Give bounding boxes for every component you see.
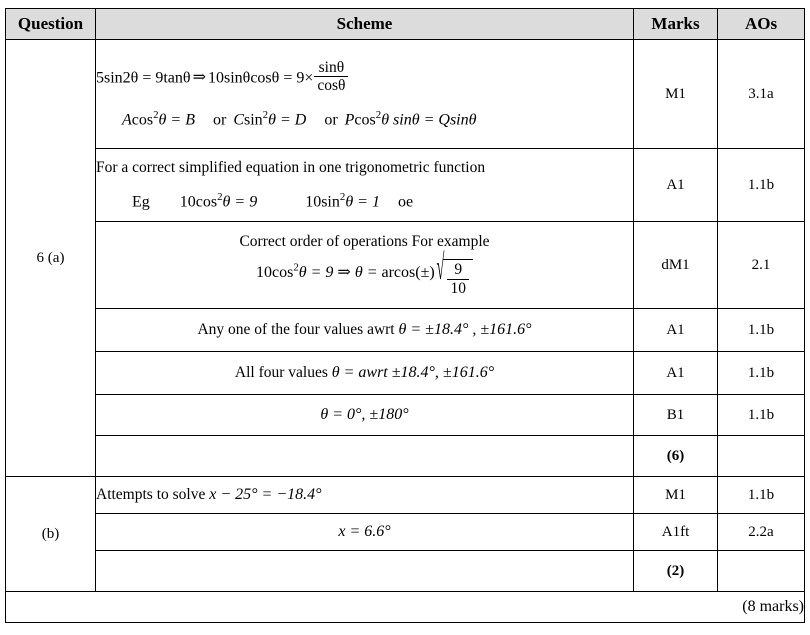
r1-trig-3: cos [354,111,376,129]
r3-radicand [443,259,473,297]
r2-eq1-trig: cos [195,193,218,211]
scheme-cell-r4 [96,309,634,352]
r1-const-b: B [185,111,195,129]
header-question: Question [6,9,96,40]
scheme-r5-text: All four values [234,364,332,381]
r1-trig-1: cos [131,111,154,129]
r1-const-a: A [122,111,132,129]
table-row [6,395,805,436]
scheme-cell-r2 [96,149,634,222]
marks-cell-r5: A1 [634,352,718,395]
table-header-row [6,9,805,40]
table-row [6,514,805,551]
r3-plusminus: (±) [415,263,435,281]
r2-eg-label: Eg [132,193,150,211]
scheme-r6-value: θ = 0°, ±180° [320,406,409,423]
r1-or-1: or [212,111,227,129]
r3-pow: 2 [293,261,299,274]
r2-eq1-pow: 2 [217,190,223,203]
r1-frac-denominator: cosθ [314,76,348,94]
table-row-subtotal-b [6,551,805,592]
r1-pow-2: 2 [262,108,269,121]
r1-const-q: Q [438,111,450,129]
aos-cell-r1: 3.1a [718,40,805,149]
r1-pow-1: 2 [153,108,159,121]
scheme-r1-line1 [96,59,633,95]
scheme-r4-value: θ = ±18.4° , ±161.6° [398,321,532,338]
header-scheme: Scheme [96,9,634,40]
scheme-cell-r8 [96,477,634,514]
r2-oe: oe [397,193,414,211]
table-row-total [6,592,805,623]
aos-cell-r2: 1.1b [718,149,805,222]
scheme-r8-text: Attempts to solve [96,486,210,503]
table-row [6,352,805,395]
r2-eq2-tail: θ = 1 [345,193,380,211]
scheme-cell-r10-empty [96,551,634,592]
scheme-cell-r6 [96,395,634,436]
aos-cell-r5: 1.1b [718,352,805,395]
mark-scheme-table [5,8,805,623]
aos-cell-r10-empty [718,551,805,592]
marks-cell-r9: A1ft [634,514,718,551]
scheme-r3-equation [96,249,633,297]
aos-cell-r3: 2.1 [718,222,805,309]
table-row [6,477,805,514]
scheme-cell-r1 [96,40,634,149]
r3-sqrt [436,249,473,297]
r3-fraction [447,261,469,297]
scheme-cell-r3 [96,222,634,309]
marks-subtotal-a: (6) [634,436,718,477]
question-label-6b: (b) [6,477,96,592]
marks-cell-r1: M1 [634,40,718,149]
r3-frac-numerator: 9 [454,261,463,279]
scheme-r4-text: Any one of the four values awrt [197,321,399,338]
r2-eq2-pow: 2 [339,190,346,203]
r1-tail-3: sinθ [449,111,477,129]
r1-trig-2: sin [243,111,263,129]
r1-rhs: 10sinθcosθ = 9× [207,69,314,87]
r1-fraction [314,59,348,95]
aos-cell-r9: 2.2a [718,514,805,551]
aos-cell-r6: 1.1b [718,395,805,436]
aos-cell-r8: 1.1b [718,477,805,514]
marks-cell-r4: A1 [634,309,718,352]
aos-cell-r7-empty [718,436,805,477]
question-label-6a: 6 (a) [6,40,96,477]
marks-subtotal-b: (2) [634,551,718,592]
r1-const-d: D [294,111,307,129]
header-marks: Marks [634,9,718,40]
table-row [6,40,805,149]
r1-var-3: θ sinθ = [381,111,439,129]
scheme-r9-value: x = 6.6° [338,523,391,540]
marks-cell-r3: dM1 [634,222,718,309]
r3-coef: 10 [256,263,272,281]
marks-cell-r8: M1 [634,477,718,514]
marks-cell-r2: A1 [634,149,718,222]
r1-var-1: θ = [158,111,186,129]
r2-eq2-coef: 10 [305,193,322,211]
marks-cell-r6: B1 [634,395,718,436]
r3-arcos: arcos [381,263,416,281]
table-row [6,222,805,309]
r3-mid: θ = 9 ⇒ θ = [298,263,382,281]
scheme-r3-text: Correct order of operations For example [239,233,490,251]
scheme-r5-value: θ = awrt ±18.4°, ±161.6° [331,364,495,381]
table-row [6,149,805,222]
scheme-cell-r7-empty [96,436,634,477]
scheme-r2-examples [96,191,633,211]
r1-const-c: C [233,111,244,129]
scheme-r2-text: For a correct simplified equation in one trigonometric function [96,158,486,176]
r1-implies: ⇒ [192,69,206,87]
r2-eq1-coef: 10 [179,193,196,211]
scheme-r1-line2 [96,109,633,129]
scheme-cell-r5 [96,352,634,395]
header-aos: AOs [718,9,805,40]
r1-or-2: or [324,111,338,129]
r3-frac-denominator: 10 [447,279,469,297]
r1-lhs: 5sin2θ = 9tanθ [96,69,191,87]
scheme-r8-value: x − 25° = −18.4° [209,486,322,503]
r3-trig: cos [272,263,294,281]
r2-eq1-tail: θ = 9 [222,193,258,211]
radical-icon: √ [436,249,445,288]
r1-frac-numerator: sinθ [318,58,345,76]
total-marks-label: (8 marks) [6,592,805,623]
table-row-subtotal-a [6,436,805,477]
r1-pow-3: 2 [375,108,382,121]
table-row [6,309,805,352]
r1-const-p: P [344,111,355,129]
r1-var-2: θ = [268,111,295,129]
aos-cell-r4: 1.1b [718,309,805,352]
r2-eq2-trig: sin [321,193,340,211]
scheme-cell-r9 [96,514,634,551]
